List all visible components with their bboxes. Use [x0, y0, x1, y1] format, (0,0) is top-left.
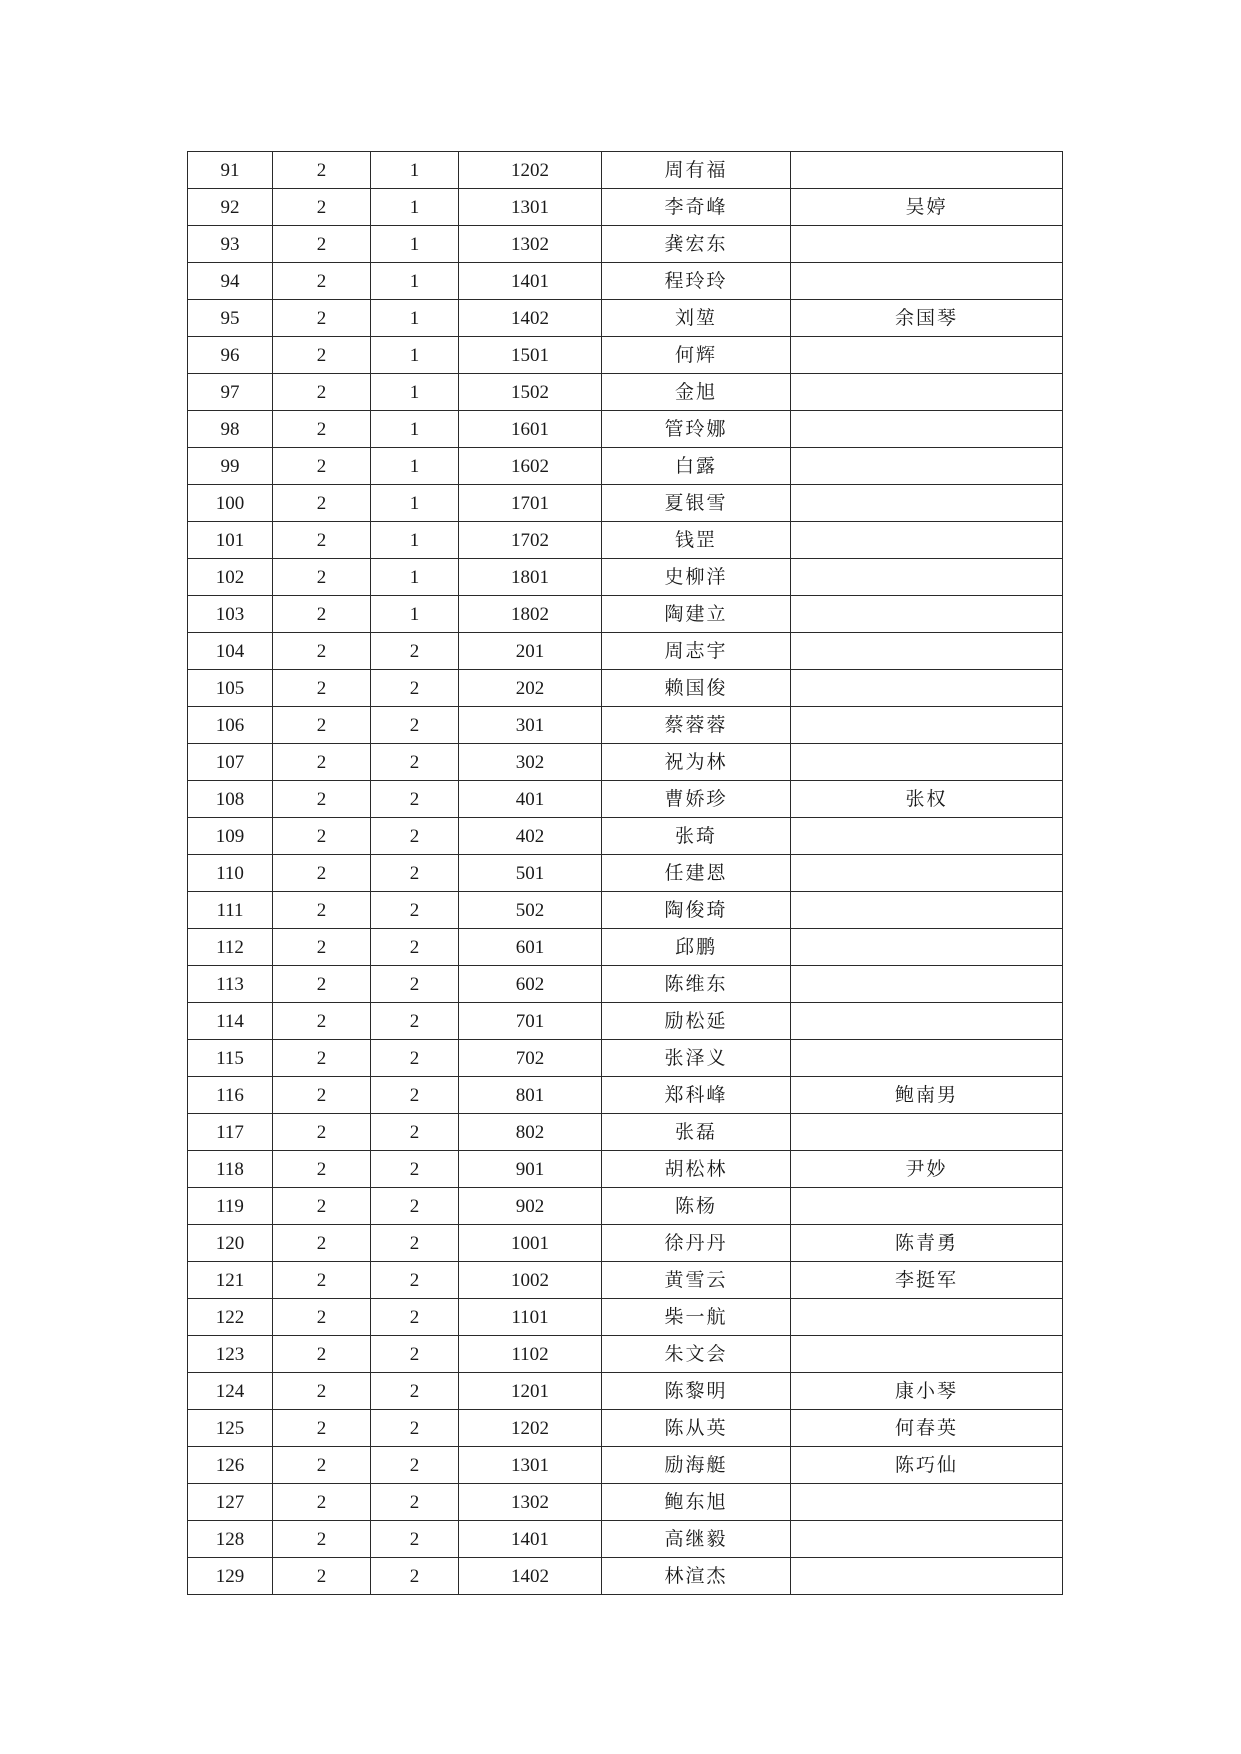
room-cell: 1701 — [459, 485, 602, 522]
unit-cell: 2 — [371, 1521, 459, 1558]
table-row — [188, 1003, 1063, 1040]
co-owner-name-cell: 吴婷 — [791, 189, 1063, 226]
room-cell: 1102 — [459, 1336, 602, 1373]
room-cell: 902 — [459, 1188, 602, 1225]
seq-cell: 111 — [188, 892, 273, 929]
unit-cell: 2 — [371, 670, 459, 707]
unit-cell: 2 — [371, 1003, 459, 1040]
seq-cell: 129 — [188, 1558, 273, 1595]
unit-cell: 2 — [371, 707, 459, 744]
room-cell: 1302 — [459, 1484, 602, 1521]
co-owner-name-cell — [791, 1336, 1063, 1373]
seq-cell: 124 — [188, 1373, 273, 1410]
room-cell: 901 — [459, 1151, 602, 1188]
unit-cell: 2 — [371, 892, 459, 929]
room-cell: 701 — [459, 1003, 602, 1040]
owner-name-cell: 鲍东旭 — [602, 1484, 791, 1521]
co-owner-name-cell — [791, 485, 1063, 522]
co-owner-name-cell — [791, 633, 1063, 670]
owner-name-cell: 张泽义 — [602, 1040, 791, 1077]
unit-cell: 1 — [371, 152, 459, 189]
table-row — [188, 707, 1063, 744]
building-cell: 2 — [273, 374, 371, 411]
building-cell: 2 — [273, 1410, 371, 1447]
unit-cell: 1 — [371, 189, 459, 226]
table-row — [188, 522, 1063, 559]
building-cell: 2 — [273, 818, 371, 855]
building-cell: 2 — [273, 892, 371, 929]
seq-cell: 92 — [188, 189, 273, 226]
unit-cell: 2 — [371, 1336, 459, 1373]
room-cell: 1301 — [459, 1447, 602, 1484]
owner-name-cell: 周有福 — [602, 152, 791, 189]
table-row — [188, 596, 1063, 633]
co-owner-name-cell: 何春英 — [791, 1410, 1063, 1447]
owner-name-cell: 史柳洋 — [602, 559, 791, 596]
unit-cell: 1 — [371, 522, 459, 559]
seq-cell: 105 — [188, 670, 273, 707]
unit-cell: 1 — [371, 374, 459, 411]
table-row — [188, 485, 1063, 522]
owner-name-cell: 祝为林 — [602, 744, 791, 781]
room-cell: 302 — [459, 744, 602, 781]
table-row — [188, 226, 1063, 263]
room-cell: 1502 — [459, 374, 602, 411]
building-cell: 2 — [273, 1077, 371, 1114]
unit-cell: 1 — [371, 411, 459, 448]
unit-cell: 2 — [371, 855, 459, 892]
co-owner-name-cell — [791, 1114, 1063, 1151]
room-cell: 1402 — [459, 1558, 602, 1595]
building-cell: 2 — [273, 633, 371, 670]
owner-name-cell: 陈黎明 — [602, 1373, 791, 1410]
building-cell: 2 — [273, 1299, 371, 1336]
co-owner-name-cell — [791, 1521, 1063, 1558]
room-cell: 401 — [459, 781, 602, 818]
co-owner-name-cell — [791, 1299, 1063, 1336]
seq-cell: 99 — [188, 448, 273, 485]
roster-table-body — [188, 152, 1063, 1595]
unit-cell: 1 — [371, 337, 459, 374]
building-cell: 2 — [273, 670, 371, 707]
unit-cell: 2 — [371, 1410, 459, 1447]
co-owner-name-cell — [791, 522, 1063, 559]
building-cell: 2 — [273, 1003, 371, 1040]
table-row — [188, 1447, 1063, 1484]
building-cell: 2 — [273, 522, 371, 559]
co-owner-name-cell — [791, 1188, 1063, 1225]
table-row — [188, 448, 1063, 485]
seq-cell: 126 — [188, 1447, 273, 1484]
co-owner-name-cell: 康小琴 — [791, 1373, 1063, 1410]
co-owner-name-cell — [791, 1003, 1063, 1040]
room-cell: 501 — [459, 855, 602, 892]
building-cell: 2 — [273, 411, 371, 448]
room-cell: 201 — [459, 633, 602, 670]
co-owner-name-cell — [791, 855, 1063, 892]
table-row — [188, 1225, 1063, 1262]
owner-name-cell: 陶建立 — [602, 596, 791, 633]
co-owner-name-cell — [791, 966, 1063, 1003]
co-owner-name-cell — [791, 411, 1063, 448]
owner-name-cell: 李奇峰 — [602, 189, 791, 226]
table-row — [188, 1040, 1063, 1077]
owner-name-cell: 任建恩 — [602, 855, 791, 892]
seq-cell: 95 — [188, 300, 273, 337]
seq-cell: 128 — [188, 1521, 273, 1558]
table-row — [188, 892, 1063, 929]
building-cell: 2 — [273, 300, 371, 337]
owner-name-cell: 蔡蓉蓉 — [602, 707, 791, 744]
room-cell: 1002 — [459, 1262, 602, 1299]
room-cell: 1602 — [459, 448, 602, 485]
co-owner-name-cell — [791, 337, 1063, 374]
unit-cell: 1 — [371, 596, 459, 633]
table-row — [188, 337, 1063, 374]
unit-cell: 2 — [371, 633, 459, 670]
room-cell: 1201 — [459, 1373, 602, 1410]
seq-cell: 114 — [188, 1003, 273, 1040]
seq-cell: 109 — [188, 818, 273, 855]
owner-name-cell: 何辉 — [602, 337, 791, 374]
table-row — [188, 1336, 1063, 1373]
seq-cell: 125 — [188, 1410, 273, 1447]
unit-cell: 1 — [371, 263, 459, 300]
room-cell: 1402 — [459, 300, 602, 337]
owner-name-cell: 程玲玲 — [602, 263, 791, 300]
building-cell: 2 — [273, 1558, 371, 1595]
room-cell: 1301 — [459, 189, 602, 226]
unit-cell: 2 — [371, 1484, 459, 1521]
table-row — [188, 1410, 1063, 1447]
seq-cell: 106 — [188, 707, 273, 744]
owner-name-cell: 曹娇珍 — [602, 781, 791, 818]
table-row — [188, 1299, 1063, 1336]
seq-cell: 107 — [188, 744, 273, 781]
table-row — [188, 1373, 1063, 1410]
building-cell: 2 — [273, 152, 371, 189]
unit-cell: 1 — [371, 226, 459, 263]
building-cell: 2 — [273, 1114, 371, 1151]
owner-name-cell: 陈从英 — [602, 1410, 791, 1447]
owner-name-cell: 邱鹏 — [602, 929, 791, 966]
unit-cell: 2 — [371, 1151, 459, 1188]
co-owner-name-cell — [791, 448, 1063, 485]
co-owner-name-cell: 尹妙 — [791, 1151, 1063, 1188]
building-cell: 2 — [273, 966, 371, 1003]
building-cell: 2 — [273, 596, 371, 633]
room-cell: 1401 — [459, 1521, 602, 1558]
building-cell: 2 — [273, 337, 371, 374]
unit-cell: 2 — [371, 1373, 459, 1410]
seq-cell: 120 — [188, 1225, 273, 1262]
co-owner-name-cell — [791, 226, 1063, 263]
unit-cell: 2 — [371, 1447, 459, 1484]
table-row — [188, 152, 1063, 189]
room-cell: 301 — [459, 707, 602, 744]
unit-cell: 2 — [371, 1188, 459, 1225]
co-owner-name-cell: 陈巧仙 — [791, 1447, 1063, 1484]
seq-cell: 96 — [188, 337, 273, 374]
owner-name-cell: 金旭 — [602, 374, 791, 411]
co-owner-name-cell — [791, 1558, 1063, 1595]
building-cell: 2 — [273, 1447, 371, 1484]
room-cell: 1202 — [459, 152, 602, 189]
room-cell: 1802 — [459, 596, 602, 633]
table-row — [188, 1151, 1063, 1188]
table-row — [188, 818, 1063, 855]
owner-name-cell: 夏银雪 — [602, 485, 791, 522]
building-cell: 2 — [273, 263, 371, 300]
owner-name-cell: 郑科峰 — [602, 1077, 791, 1114]
building-cell: 2 — [273, 559, 371, 596]
owner-name-cell: 张琦 — [602, 818, 791, 855]
table-row — [188, 1077, 1063, 1114]
table-row — [188, 670, 1063, 707]
building-cell: 2 — [273, 707, 371, 744]
owner-name-cell: 张磊 — [602, 1114, 791, 1151]
owner-name-cell: 励海艇 — [602, 1447, 791, 1484]
co-owner-name-cell: 鲍南男 — [791, 1077, 1063, 1114]
table-row — [188, 1521, 1063, 1558]
unit-cell: 1 — [371, 448, 459, 485]
building-cell: 2 — [273, 1373, 371, 1410]
room-cell: 702 — [459, 1040, 602, 1077]
table-row — [188, 929, 1063, 966]
seq-cell: 101 — [188, 522, 273, 559]
table-row — [188, 781, 1063, 818]
owner-name-cell: 胡松林 — [602, 1151, 791, 1188]
room-cell: 1702 — [459, 522, 602, 559]
unit-cell: 2 — [371, 744, 459, 781]
co-owner-name-cell — [791, 152, 1063, 189]
owner-name-cell: 徐丹丹 — [602, 1225, 791, 1262]
owner-name-cell: 龚宏东 — [602, 226, 791, 263]
unit-cell: 2 — [371, 818, 459, 855]
building-cell: 2 — [273, 781, 371, 818]
room-cell: 1202 — [459, 1410, 602, 1447]
unit-cell: 2 — [371, 966, 459, 1003]
building-cell: 2 — [273, 1521, 371, 1558]
co-owner-name-cell — [791, 374, 1063, 411]
co-owner-name-cell — [791, 1484, 1063, 1521]
building-cell: 2 — [273, 485, 371, 522]
owner-name-cell: 陶俊琦 — [602, 892, 791, 929]
co-owner-name-cell — [791, 744, 1063, 781]
room-cell: 1601 — [459, 411, 602, 448]
building-cell: 2 — [273, 744, 371, 781]
seq-cell: 98 — [188, 411, 273, 448]
co-owner-name-cell — [791, 818, 1063, 855]
table-row — [188, 559, 1063, 596]
room-cell: 1801 — [459, 559, 602, 596]
co-owner-name-cell — [791, 707, 1063, 744]
unit-cell: 1 — [371, 300, 459, 337]
table-row — [188, 1558, 1063, 1595]
seq-cell: 115 — [188, 1040, 273, 1077]
seq-cell: 123 — [188, 1336, 273, 1373]
owner-name-cell: 刘堃 — [602, 300, 791, 337]
owner-name-cell: 白露 — [602, 448, 791, 485]
co-owner-name-cell: 陈青勇 — [791, 1225, 1063, 1262]
building-cell: 2 — [273, 1188, 371, 1225]
seq-cell: 97 — [188, 374, 273, 411]
seq-cell: 93 — [188, 226, 273, 263]
room-cell: 802 — [459, 1114, 602, 1151]
table-row — [188, 966, 1063, 1003]
co-owner-name-cell — [791, 892, 1063, 929]
building-cell: 2 — [273, 189, 371, 226]
room-cell: 801 — [459, 1077, 602, 1114]
seq-cell: 119 — [188, 1188, 273, 1225]
seq-cell: 102 — [188, 559, 273, 596]
building-cell: 2 — [273, 1336, 371, 1373]
seq-cell: 127 — [188, 1484, 273, 1521]
building-cell: 2 — [273, 226, 371, 263]
building-cell: 2 — [273, 1151, 371, 1188]
table-row — [188, 189, 1063, 226]
table-row — [188, 1114, 1063, 1151]
unit-cell: 2 — [371, 1114, 459, 1151]
unit-cell: 2 — [371, 781, 459, 818]
owner-name-cell: 黄雪云 — [602, 1262, 791, 1299]
co-owner-name-cell — [791, 596, 1063, 633]
owner-name-cell: 管玲娜 — [602, 411, 791, 448]
co-owner-name-cell — [791, 1040, 1063, 1077]
seq-cell: 118 — [188, 1151, 273, 1188]
seq-cell: 110 — [188, 855, 273, 892]
seq-cell: 122 — [188, 1299, 273, 1336]
seq-cell: 121 — [188, 1262, 273, 1299]
seq-cell: 104 — [188, 633, 273, 670]
building-cell: 2 — [273, 1225, 371, 1262]
table-row — [188, 300, 1063, 337]
owner-name-cell: 周志宇 — [602, 633, 791, 670]
co-owner-name-cell — [791, 559, 1063, 596]
owner-name-cell: 钱罡 — [602, 522, 791, 559]
owner-name-cell: 柴一航 — [602, 1299, 791, 1336]
seq-cell: 100 — [188, 485, 273, 522]
seq-cell: 113 — [188, 966, 273, 1003]
seq-cell: 94 — [188, 263, 273, 300]
seq-cell: 108 — [188, 781, 273, 818]
owner-name-cell: 高继毅 — [602, 1521, 791, 1558]
room-cell: 1501 — [459, 337, 602, 374]
table-row — [188, 855, 1063, 892]
unit-cell: 1 — [371, 559, 459, 596]
room-cell: 402 — [459, 818, 602, 855]
building-cell: 2 — [273, 1262, 371, 1299]
co-owner-name-cell: 余国琴 — [791, 300, 1063, 337]
unit-cell: 1 — [371, 485, 459, 522]
table-row — [188, 374, 1063, 411]
seq-cell: 103 — [188, 596, 273, 633]
unit-cell: 2 — [371, 1558, 459, 1595]
building-cell: 2 — [273, 929, 371, 966]
table-row — [188, 633, 1063, 670]
table-row — [188, 1188, 1063, 1225]
seq-cell: 91 — [188, 152, 273, 189]
unit-cell: 2 — [371, 1299, 459, 1336]
unit-cell: 2 — [371, 929, 459, 966]
table-row — [188, 744, 1063, 781]
building-cell: 2 — [273, 1484, 371, 1521]
owner-name-cell: 赖国俊 — [602, 670, 791, 707]
unit-cell: 2 — [371, 1262, 459, 1299]
seq-cell: 112 — [188, 929, 273, 966]
room-cell: 502 — [459, 892, 602, 929]
room-cell: 1101 — [459, 1299, 602, 1336]
co-owner-name-cell — [791, 929, 1063, 966]
room-cell: 1302 — [459, 226, 602, 263]
owner-name-cell: 陈维东 — [602, 966, 791, 1003]
table-row — [188, 1262, 1063, 1299]
room-cell: 202 — [459, 670, 602, 707]
building-cell: 2 — [273, 448, 371, 485]
unit-cell: 2 — [371, 1225, 459, 1262]
building-cell: 2 — [273, 1040, 371, 1077]
unit-cell: 2 — [371, 1040, 459, 1077]
co-owner-name-cell — [791, 670, 1063, 707]
co-owner-name-cell: 李挺军 — [791, 1262, 1063, 1299]
room-cell: 1401 — [459, 263, 602, 300]
owner-name-cell: 林渲杰 — [602, 1558, 791, 1595]
room-cell: 602 — [459, 966, 602, 1003]
building-cell: 2 — [273, 855, 371, 892]
table-row — [188, 263, 1063, 300]
owner-name-cell: 陈杨 — [602, 1188, 791, 1225]
roster-table — [187, 151, 1063, 1595]
unit-cell: 2 — [371, 1077, 459, 1114]
seq-cell: 116 — [188, 1077, 273, 1114]
seq-cell: 117 — [188, 1114, 273, 1151]
co-owner-name-cell: 张权 — [791, 781, 1063, 818]
owner-name-cell: 朱文会 — [602, 1336, 791, 1373]
table-row — [188, 1484, 1063, 1521]
room-cell: 601 — [459, 929, 602, 966]
room-cell: 1001 — [459, 1225, 602, 1262]
co-owner-name-cell — [791, 263, 1063, 300]
table-row — [188, 411, 1063, 448]
owner-name-cell: 励松延 — [602, 1003, 791, 1040]
